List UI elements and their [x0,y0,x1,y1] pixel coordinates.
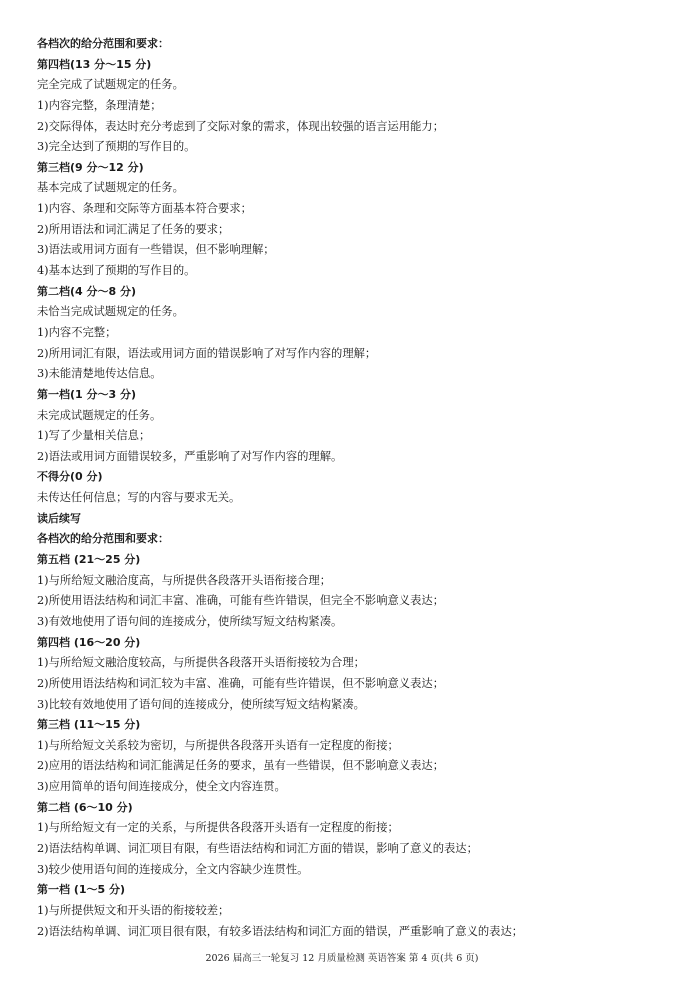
text-line: 2)语法结构单调、词汇项目很有限，有较多语法结构和词汇方面的错误，严重影响了意义的表达； [37,924,524,938]
text-line: 1)与所给短文融洽度较高，与所提供各段落开头语衔接较为合理； [37,656,365,670]
text-line: 1)内容、条理和交际等方面基本符合要求； [37,202,252,216]
text-line: 2)语法结构单调、词汇项目有限，有些语法结构和词汇方面的错误，影响了意义的表达； [37,841,478,855]
text-line: 3)未能清楚地传达信息。 [37,367,162,381]
text-line: 1)与所给短文有一定的关系，与所提供各段落开头语有一定程度的衔接； [37,821,399,835]
text-line: 2)应用的语法结构和词汇能满足任务的要求，虽有一些错误，但不影响意义表达； [37,759,444,773]
section-heading: 第三档 (11～15 分) [37,718,141,732]
text-line: 2)所用语法和词汇满足了任务的要求； [37,222,230,236]
text-line: 完全完成了试题规定的任务。 [37,78,184,92]
section-heading: 第一档 (1～5 分) [37,883,126,897]
section-heading: 第三档(9 分～12 分) [37,160,144,174]
document-body [37,34,657,942]
text-line: 2)所使用语法结构和词汇丰富、准确，可能有些许错误，但完全不影响意义表达； [37,594,444,608]
text-line: 基本完成了试题规定的任务。 [37,181,184,195]
text-line: 3)有效地使用了语句间的连接成分，使所续写短文结构紧凑。 [37,614,343,628]
section-heading: 第一档(1 分～3 分) [37,387,137,401]
page-footer: 2026 届高三一轮复习 12 月质量检测 英语答案 第 4 页(共 6 页) [205,953,479,964]
text-line: 未恰当完成试题规定的任务。 [37,305,184,319]
section-heading: 各档次的给分范围和要求： [37,532,169,546]
section-heading: 读后续写 [37,511,81,525]
text-line: 1)写了少量相关信息； [37,429,151,443]
text-line: 1)与所给短文关系较为密切，与所提供各段落开头语有一定程度的衔接； [37,738,399,752]
section-heading: 第四档 (16～20 分) [37,635,141,649]
text-line: 1)与所给短文融洽度高，与所提供各段落开头语衔接合理； [37,573,332,587]
section-heading: 第五档 (21～25 分) [37,553,141,567]
text-line: 1)与所提供短文和开头语的衔接较差； [37,903,230,917]
text-line: 3)应用简单的语句间连接成分，使全文内容连贯。 [37,780,286,794]
text-line: 2)所用词汇有限，语法或用词方面的错误影响了对写作内容的理解； [37,346,377,360]
text-line: 未完成试题规定的任务。 [37,408,162,422]
text-line: 3)较少使用语句间的连接成分，全文内容缺少连贯性。 [37,862,309,876]
section-heading: 各档次的给分范围和要求： [37,37,169,50]
section-heading: 第四档(13 分～15 分) [37,57,152,71]
text-line: 3)语法或用词方面有一些错误，但不影响理解； [37,243,275,257]
text-line: 2)交际得体，表达时充分考虑到了交际对象的需求，体现出较强的语言运用能力； [37,119,444,133]
text-line: 2)所使用语法结构和词汇较为丰富、准确，可能有些许错误，但不影响意义表达； [37,676,444,690]
text-line: 未传达任何信息；写的内容与要求无关。 [37,491,241,505]
text-line: 4)基本达到了预期的写作目的。 [37,264,196,278]
text-line: 1)内容不完整； [37,325,117,339]
text-line: 2)语法或用词方面错误较多，严重影响了对写作内容的理解。 [37,449,343,463]
section-heading: 不得分(0 分) [37,470,103,484]
text-line: 3)比较有效地使用了语句间的连接成分，使所续写短文结构紧凑。 [37,697,365,711]
text-line: 3)完全达到了预期的写作目的。 [37,140,196,154]
section-heading: 第二档(4 分～8 分) [37,284,137,298]
section-heading: 第二档 (6～10 分) [37,800,133,814]
text-line: 1)内容完整，条理清楚； [37,98,162,112]
